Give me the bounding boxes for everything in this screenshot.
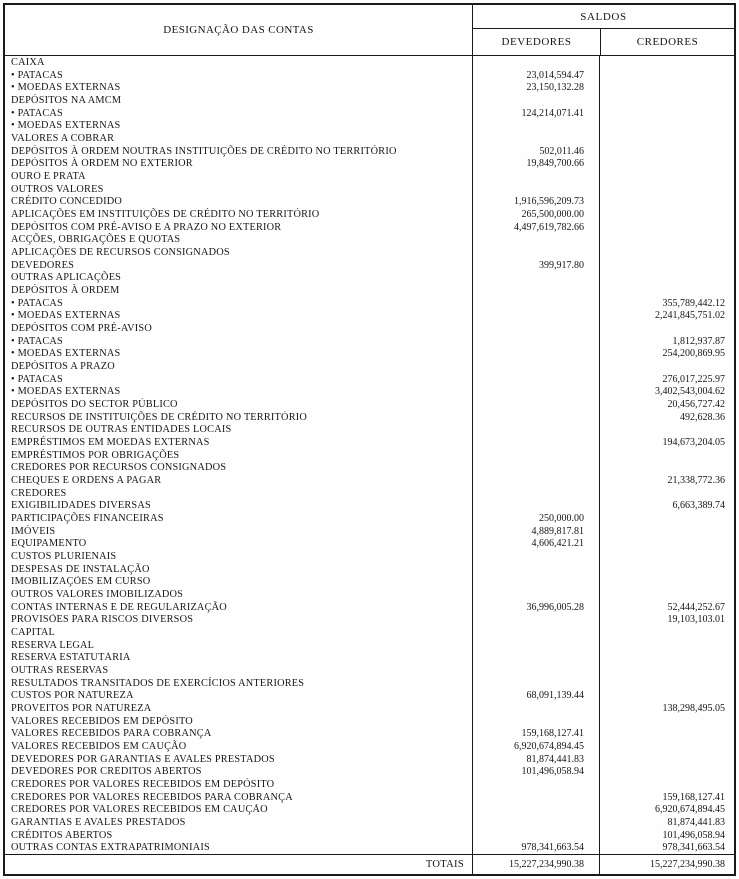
credores-value: 52,444,252.67 xyxy=(599,601,734,614)
credores-value: 978,341,663.54 xyxy=(599,842,734,854)
devedores-value xyxy=(472,626,599,639)
table-row xyxy=(5,791,734,804)
devedores-value xyxy=(472,449,599,462)
table-row xyxy=(5,81,734,94)
account-name: VALORES RECEBIDOS EM DEPÓSITO xyxy=(11,715,193,727)
totals-label: TOTAIS xyxy=(425,859,464,870)
devedores-value xyxy=(472,132,599,145)
devedores-value: 4,889,817.81 xyxy=(472,525,599,538)
table-row xyxy=(5,474,734,487)
table-header xyxy=(5,5,734,56)
accounts-table xyxy=(3,3,736,876)
credores-value xyxy=(599,94,734,107)
credores-value: 19,103,103.01 xyxy=(599,614,734,627)
account-name: CREDORES POR VALORES RECEBIDOS PARA COBRANÇA xyxy=(11,791,293,803)
devedores-value xyxy=(472,462,599,475)
table-body xyxy=(5,56,734,854)
credores-value xyxy=(599,778,734,791)
account-name: • MOEDAS EXTERNAS xyxy=(11,120,121,132)
credores-value xyxy=(599,715,734,728)
account-name: DEVEDORES xyxy=(11,259,75,271)
account-name: • PATACAS xyxy=(11,69,63,81)
header-subcolumns xyxy=(473,29,734,55)
table-row xyxy=(5,246,734,259)
credores-value xyxy=(599,170,734,183)
credores-value: 159,168,127.41 xyxy=(599,791,734,804)
account-name: DEPÓSITOS NA AMCM xyxy=(11,94,122,106)
account-name: RESERVA LEGAL xyxy=(11,639,95,651)
table-row xyxy=(5,626,734,639)
account-name: • PATACAS xyxy=(11,297,63,309)
devedores-value xyxy=(472,423,599,436)
account-name: DEPÓSITOS DO SECTOR PÚBLICO xyxy=(11,398,178,410)
account-name: OUTRAS CONTAS EXTRAPATRIMONIAIS xyxy=(11,842,210,854)
account-name: OURO E PRATA xyxy=(11,170,86,182)
devedores-value: 250,000.00 xyxy=(472,512,599,525)
account-name: ACÇÕES, OBRIGAÇÕES E QUOTAS xyxy=(11,234,181,246)
account-name: DEPÓSITOS À ORDEM xyxy=(11,284,120,296)
credores-value xyxy=(599,576,734,589)
devedores-value xyxy=(472,322,599,335)
credores-value: 6,920,674,894.45 xyxy=(599,804,734,817)
table-row xyxy=(5,816,734,829)
account-name: DESPESAS DE INSTALAÇÃO xyxy=(11,563,150,575)
account-name: PARTICIPAÇÕES FINANCEIRAS xyxy=(11,513,164,525)
table-row xyxy=(5,702,734,715)
account-name: CRÉDITOS ABERTOS xyxy=(11,829,113,841)
table-row xyxy=(5,119,734,132)
account-name: RECURSOS DE OUTRAS ENTIDADES LOCAIS xyxy=(11,424,232,436)
devedores-value xyxy=(472,652,599,665)
credores-value xyxy=(599,284,734,297)
credores-value xyxy=(599,626,734,639)
account-name: DEPÓSITOS COM PRÉ-AVISO xyxy=(11,322,152,334)
table-row xyxy=(5,132,734,145)
devedores-value: 1,916,596,209.73 xyxy=(472,195,599,208)
table-row xyxy=(5,233,734,246)
account-name: EMPRÉSTIMOS POR OBRIGAÇÕES xyxy=(11,449,180,461)
account-name: • MOEDAS EXTERNAS xyxy=(11,82,121,94)
account-name: VALORES RECEBIDOS EM CAUÇÃO xyxy=(11,741,187,753)
credores-value xyxy=(599,690,734,703)
credores-value xyxy=(599,107,734,120)
totals-devedores-value: 15,227,234,990.38 xyxy=(472,855,599,874)
devedores-value xyxy=(472,664,599,677)
account-name: CUSTOS PLURIENAIS xyxy=(11,551,117,563)
account-name: OUTRAS APLICAÇÕES xyxy=(11,272,122,284)
table-row xyxy=(5,385,734,398)
table-row xyxy=(5,297,734,310)
table-row xyxy=(5,56,734,69)
account-name: IMÓVEIS xyxy=(11,525,56,537)
credores-value xyxy=(599,208,734,221)
devedores-value xyxy=(472,335,599,348)
account-name: • PATACAS xyxy=(11,373,63,385)
credores-value xyxy=(599,677,734,690)
account-name: CHEQUES E ORDENS A PAGAR xyxy=(11,475,162,486)
header-devedores: DEVEDORES xyxy=(501,36,572,48)
table-row xyxy=(5,360,734,373)
devedores-value: 68,091,139.44 xyxy=(472,690,599,703)
credores-value xyxy=(599,195,734,208)
devedores-value xyxy=(472,246,599,259)
credores-value xyxy=(599,246,734,259)
devedores-value xyxy=(472,639,599,652)
credores-value: 21,338,772.36 xyxy=(599,474,734,487)
devedores-value xyxy=(472,715,599,728)
account-name: DEVEDORES POR CRÉDITOS ABERTOS xyxy=(11,766,202,778)
account-name: OUTROS VALORES IMOBILIZADOS xyxy=(11,589,184,601)
table-row xyxy=(5,335,734,348)
table-row xyxy=(5,462,734,475)
devedores-value xyxy=(472,183,599,196)
credores-value: 276,017,225.97 xyxy=(599,373,734,386)
account-name: CAPITAL xyxy=(11,627,56,639)
devedores-value: 265,500,000.00 xyxy=(472,208,599,221)
table-row xyxy=(5,639,734,652)
credores-value xyxy=(599,766,734,779)
table-row xyxy=(5,690,734,703)
devedores-value xyxy=(472,778,599,791)
credores-value: 101,496,058.94 xyxy=(599,829,734,842)
credores-value xyxy=(599,563,734,576)
table-row xyxy=(5,677,734,690)
credores-value: 194,673,204.05 xyxy=(599,436,734,449)
devedores-value xyxy=(472,385,599,398)
table-row xyxy=(5,652,734,665)
credores-value: 492,628.36 xyxy=(599,411,734,424)
table-row xyxy=(5,740,734,753)
credores-value xyxy=(599,221,734,234)
table-row xyxy=(5,804,734,817)
devedores-value: 81,874,441.83 xyxy=(472,753,599,766)
credores-value xyxy=(599,740,734,753)
devedores-value: 19,849,700.66 xyxy=(472,157,599,170)
table-row xyxy=(5,778,734,791)
account-name: • PATACAS xyxy=(11,335,63,347)
account-name: RESULTADOS TRANSITADOS DE EXERCÍCIOS ANTERIORES xyxy=(11,677,305,689)
devedores-value xyxy=(472,360,599,373)
account-name: DEPÓSITOS À ORDEM NOUTRAS INSTITUIÇÕES DE CRÉDITO NO TERRITÓRIO xyxy=(11,145,397,157)
credores-value xyxy=(599,652,734,665)
table-row xyxy=(5,829,734,842)
account-name: PROVEITOS POR NATUREZA xyxy=(11,703,152,715)
credores-value xyxy=(599,271,734,284)
account-name: CONTAS INTERNAS E DE REGULARIZAÇÃO xyxy=(11,601,227,613)
account-name: • MOEDAS EXTERNAS xyxy=(11,310,121,322)
table-row xyxy=(5,69,734,82)
devedores-value xyxy=(472,588,599,601)
totals-row xyxy=(5,854,734,874)
table-row xyxy=(5,500,734,513)
account-name: RECURSOS DE INSTITUIÇÕES DE CRÉDITO NO TERRITÓRIO xyxy=(11,411,308,423)
credores-value xyxy=(599,233,734,246)
account-name: • MOEDAS EXTERNAS xyxy=(11,386,121,398)
table-row xyxy=(5,601,734,614)
devedores-value: 502,011.46 xyxy=(472,145,599,158)
table-row xyxy=(5,411,734,424)
account-name: RESERVA ESTATUTÁRIA xyxy=(11,652,131,664)
account-name: DEPÓSITOS A PRAZO xyxy=(11,360,115,372)
credores-value xyxy=(599,753,734,766)
credores-value xyxy=(599,360,734,373)
devedores-value xyxy=(472,614,599,627)
account-name: OUTROS VALORES xyxy=(11,183,104,195)
account-name: CREDORES POR RECURSOS CONSIGNADOS xyxy=(11,462,227,474)
devedores-value: 124,214,071.41 xyxy=(472,107,599,120)
devedores-value xyxy=(472,170,599,183)
devedores-value xyxy=(472,373,599,386)
credores-value xyxy=(599,512,734,525)
table-row xyxy=(5,145,734,158)
account-name: DEVEDORES POR GARANTIAS E AVALES PRESTADOS xyxy=(11,753,275,765)
credores-value xyxy=(599,525,734,538)
devedores-value: 6,920,674,894.45 xyxy=(472,740,599,753)
credores-value xyxy=(599,322,734,335)
devedores-value xyxy=(472,816,599,829)
table-row xyxy=(5,221,734,234)
devedores-value xyxy=(472,94,599,107)
account-name: CREDORES POR VALORES RECEBIDOS EM CAUÇÃO xyxy=(11,804,268,816)
account-name: APLICAÇÕES DE RECURSOS CONSIGNADOS xyxy=(11,246,230,258)
devedores-value: 978,341,663.54 xyxy=(472,842,599,854)
table-row xyxy=(5,664,734,677)
devedores-value xyxy=(472,474,599,487)
devedores-value xyxy=(472,436,599,449)
devedores-value xyxy=(472,829,599,842)
account-name: DEPÓSITOS COM PRÉ-AVISO E A PRAZO NO EXTERIOR xyxy=(11,221,282,233)
table-row xyxy=(5,550,734,563)
table-row xyxy=(5,271,734,284)
credores-value: 1,812,937.87 xyxy=(599,335,734,348)
table-row xyxy=(5,728,734,741)
table-row xyxy=(5,715,734,728)
credores-value xyxy=(599,664,734,677)
credores-value xyxy=(599,728,734,741)
table-row xyxy=(5,436,734,449)
table-row xyxy=(5,347,734,360)
devedores-value xyxy=(472,233,599,246)
devedores-value: 23,150,132.28 xyxy=(472,81,599,94)
credores-value: 81,874,441.83 xyxy=(599,816,734,829)
credores-value xyxy=(599,69,734,82)
account-name: VALORES RECEBIDOS PARA COBRANÇA xyxy=(11,728,212,740)
devedores-value xyxy=(472,284,599,297)
table-row xyxy=(5,309,734,322)
account-name: EMPRÉSTIMOS EM MOEDAS EXTERNAS xyxy=(11,436,210,448)
credores-value xyxy=(599,487,734,500)
table-row xyxy=(5,538,734,551)
devedores-value xyxy=(472,271,599,284)
credores-value xyxy=(599,259,734,272)
credores-value xyxy=(599,538,734,551)
account-name: EQUIPAMENTO xyxy=(11,538,87,550)
credores-value xyxy=(599,639,734,652)
devedores-value xyxy=(472,791,599,804)
account-name: • PATACAS xyxy=(11,107,63,119)
credores-value xyxy=(599,56,734,69)
table-row xyxy=(5,322,734,335)
table-row xyxy=(5,842,734,854)
devedores-value xyxy=(472,550,599,563)
credores-value xyxy=(599,132,734,145)
account-name: CREDORES POR VALORES RECEBIDOS EM DEPÓSITO xyxy=(11,779,275,791)
account-name: CRÉDITO CONCEDIDO xyxy=(11,196,123,208)
devedores-value xyxy=(472,576,599,589)
devedores-value: 101,496,058.94 xyxy=(472,766,599,779)
devedores-value xyxy=(472,309,599,322)
credores-value xyxy=(599,183,734,196)
credores-value: 138,298,495.05 xyxy=(599,702,734,715)
credores-value: 2,241,845,751.02 xyxy=(599,309,734,322)
credores-value: 355,789,442.12 xyxy=(599,297,734,310)
account-name: OUTRAS RESERVAS xyxy=(11,665,109,677)
header-saldos-group xyxy=(472,5,734,55)
credores-value xyxy=(599,588,734,601)
credores-value xyxy=(599,81,734,94)
devedores-value xyxy=(472,56,599,69)
table-row xyxy=(5,183,734,196)
devedores-value: 4,606,421.21 xyxy=(472,538,599,551)
account-name: APLICAÇÕES EM INSTITUIÇÕES DE CRÉDITO NO TERRITÓRIO xyxy=(11,208,320,220)
credores-value: 6,663,389.74 xyxy=(599,500,734,513)
table-row xyxy=(5,423,734,436)
devedores-value xyxy=(472,411,599,424)
table-row xyxy=(5,753,734,766)
header-saldos: SALDOS xyxy=(473,5,734,29)
devedores-value: 23,014,594.47 xyxy=(472,69,599,82)
credores-value xyxy=(599,550,734,563)
table-row xyxy=(5,373,734,386)
credores-value xyxy=(599,157,734,170)
credores-value xyxy=(599,449,734,462)
table-row xyxy=(5,195,734,208)
totals-credores-value: 15,227,234,990.38 xyxy=(599,855,734,874)
account-name: VALORES A COBRAR xyxy=(11,132,115,144)
table-row xyxy=(5,766,734,779)
credores-value: 3,402,543,004.62 xyxy=(599,385,734,398)
table-row xyxy=(5,525,734,538)
account-name: DEPÓSITOS À ORDEM NO EXTERIOR xyxy=(11,158,193,170)
table-row xyxy=(5,94,734,107)
account-name: GARANTIAS E AVALES PRESTADOS xyxy=(11,817,186,829)
credores-value xyxy=(599,145,734,158)
credores-value xyxy=(599,119,734,132)
table-row xyxy=(5,563,734,576)
devedores-value: 159,168,127.41 xyxy=(472,728,599,741)
account-name: PROVISÕES PARA RISCOS DIVERSOS xyxy=(11,614,194,626)
table-row xyxy=(5,449,734,462)
devedores-value xyxy=(472,677,599,690)
table-row xyxy=(5,284,734,297)
devedores-value: 36,996,005.28 xyxy=(472,601,599,614)
devedores-value xyxy=(472,563,599,576)
account-name: CREDORES xyxy=(11,487,67,499)
devedores-value xyxy=(472,804,599,817)
table-row xyxy=(5,614,734,627)
credores-value: 20,456,727.42 xyxy=(599,398,734,411)
devedores-value xyxy=(472,398,599,411)
devedores-value xyxy=(472,297,599,310)
devedores-value xyxy=(472,347,599,360)
account-name: • MOEDAS EXTERNAS xyxy=(11,348,121,360)
table-row xyxy=(5,487,734,500)
account-name: EXIGIBILIDADES DIVERSAS xyxy=(11,500,151,512)
table-row xyxy=(5,208,734,221)
credores-value xyxy=(599,462,734,475)
table-row xyxy=(5,259,734,272)
account-name: CAIXA xyxy=(11,56,45,68)
credores-value xyxy=(599,423,734,436)
table-row xyxy=(5,157,734,170)
devedores-value xyxy=(472,500,599,513)
table-row xyxy=(5,107,734,120)
table-row xyxy=(5,398,734,411)
account-name: CUSTOS POR NATUREZA xyxy=(11,690,134,702)
header-credores: CREDORES xyxy=(600,29,734,55)
credores-value: 254,200,869.95 xyxy=(599,347,734,360)
account-name: IMOBILIZAÇÕES EM CURSO xyxy=(11,576,151,588)
table-row xyxy=(5,588,734,601)
header-designacao-das-contas: DESIGNAÇÃO DAS CONTAS xyxy=(163,24,314,36)
table-row xyxy=(5,170,734,183)
table-row xyxy=(5,512,734,525)
devedores-value xyxy=(472,487,599,500)
devedores-value xyxy=(472,702,599,715)
devedores-value: 399,917.80 xyxy=(472,259,599,272)
devedores-value xyxy=(472,119,599,132)
devedores-value: 4,497,619,782.66 xyxy=(472,221,599,234)
table-row xyxy=(5,576,734,589)
